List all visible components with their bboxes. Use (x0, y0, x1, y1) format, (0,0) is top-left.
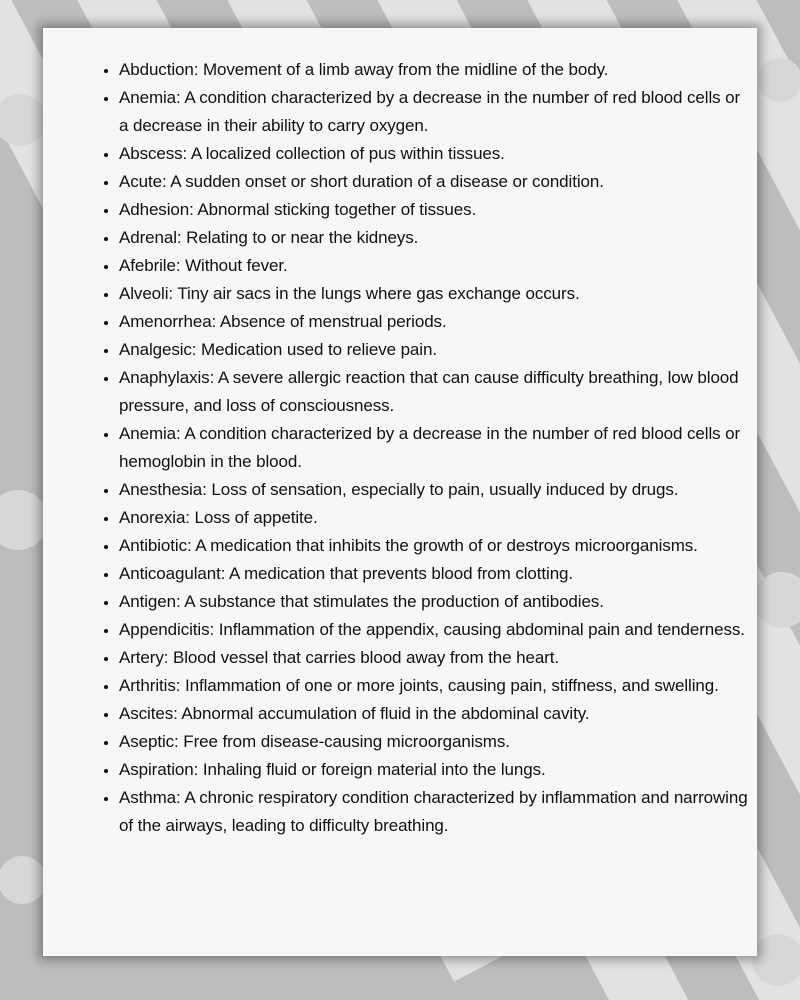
list-item: • Analgesic: Medication used to relieve pain. (119, 336, 749, 364)
list-item: • Abscess: A localized collection of pus within tissues. (119, 140, 749, 168)
list-item: • Artery: Blood vessel that carries blood away from the heart. (119, 644, 749, 672)
list-item: • Adhesion: Abnormal sticking together of tissues. (119, 196, 749, 224)
list-item: • Abduction: Movement of a limb away from the midline of the body. (119, 56, 749, 84)
list-item: • Anemia: A condition characterized by a decrease in the number of red blood cells or a decrease in their ability to carry oxygen. (119, 84, 749, 140)
list-item: • Antibiotic: A medication that inhibits the growth of or destroys microorganisms. (119, 532, 749, 560)
list-item: • Anticoagulant: A medication that prevents blood from clotting. (119, 560, 749, 588)
list-item: • Alveoli: Tiny air sacs in the lungs where gas exchange occurs. (119, 280, 749, 308)
list-item: • Anorexia: Loss of appetite. (119, 504, 749, 532)
medical-terms-list (75, 56, 749, 840)
list-item: • Asthma: A chronic respiratory condition characterized by inflammation and narrowing of the airways, leading to difficulty breathing. (119, 784, 749, 840)
list-item: • Aseptic: Free from disease-causing microorganisms. (119, 728, 749, 756)
list-item: • Anesthesia: Loss of sensation, especially to pain, usually induced by drugs. (119, 476, 749, 504)
list-item: • Adrenal: Relating to or near the kidneys. (119, 224, 749, 252)
list-item: • Anemia: A condition characterized by a decrease in the number of red blood cells or hemoglobin in the blood. (119, 420, 749, 476)
list-item: • Antigen: A substance that stimulates the production of antibodies. (119, 588, 749, 616)
list-item: • Arthritis: Inflammation of one or more joints, causing pain, stiffness, and swelling. (119, 672, 749, 700)
list-item: • Aspiration: Inhaling fluid or foreign material into the lungs. (119, 756, 749, 784)
list-item: • Amenorrhea: Absence of menstrual periods. (119, 308, 749, 336)
list-item: • Ascites: Abnormal accumulation of fluid in the abdominal cavity. (119, 700, 749, 728)
list-item: • Acute: A sudden onset or short duration of a disease or condition. (119, 168, 749, 196)
list-item: • Anaphylaxis: A severe allergic reaction that can cause difficulty breathing, low blood pressure, and loss of consciousness. (119, 364, 749, 420)
list-item: • Appendicitis: Inflammation of the appendix, causing abdominal pain and tenderness. (119, 616, 749, 644)
list-item: • Afebrile: Without fever. (119, 252, 749, 280)
